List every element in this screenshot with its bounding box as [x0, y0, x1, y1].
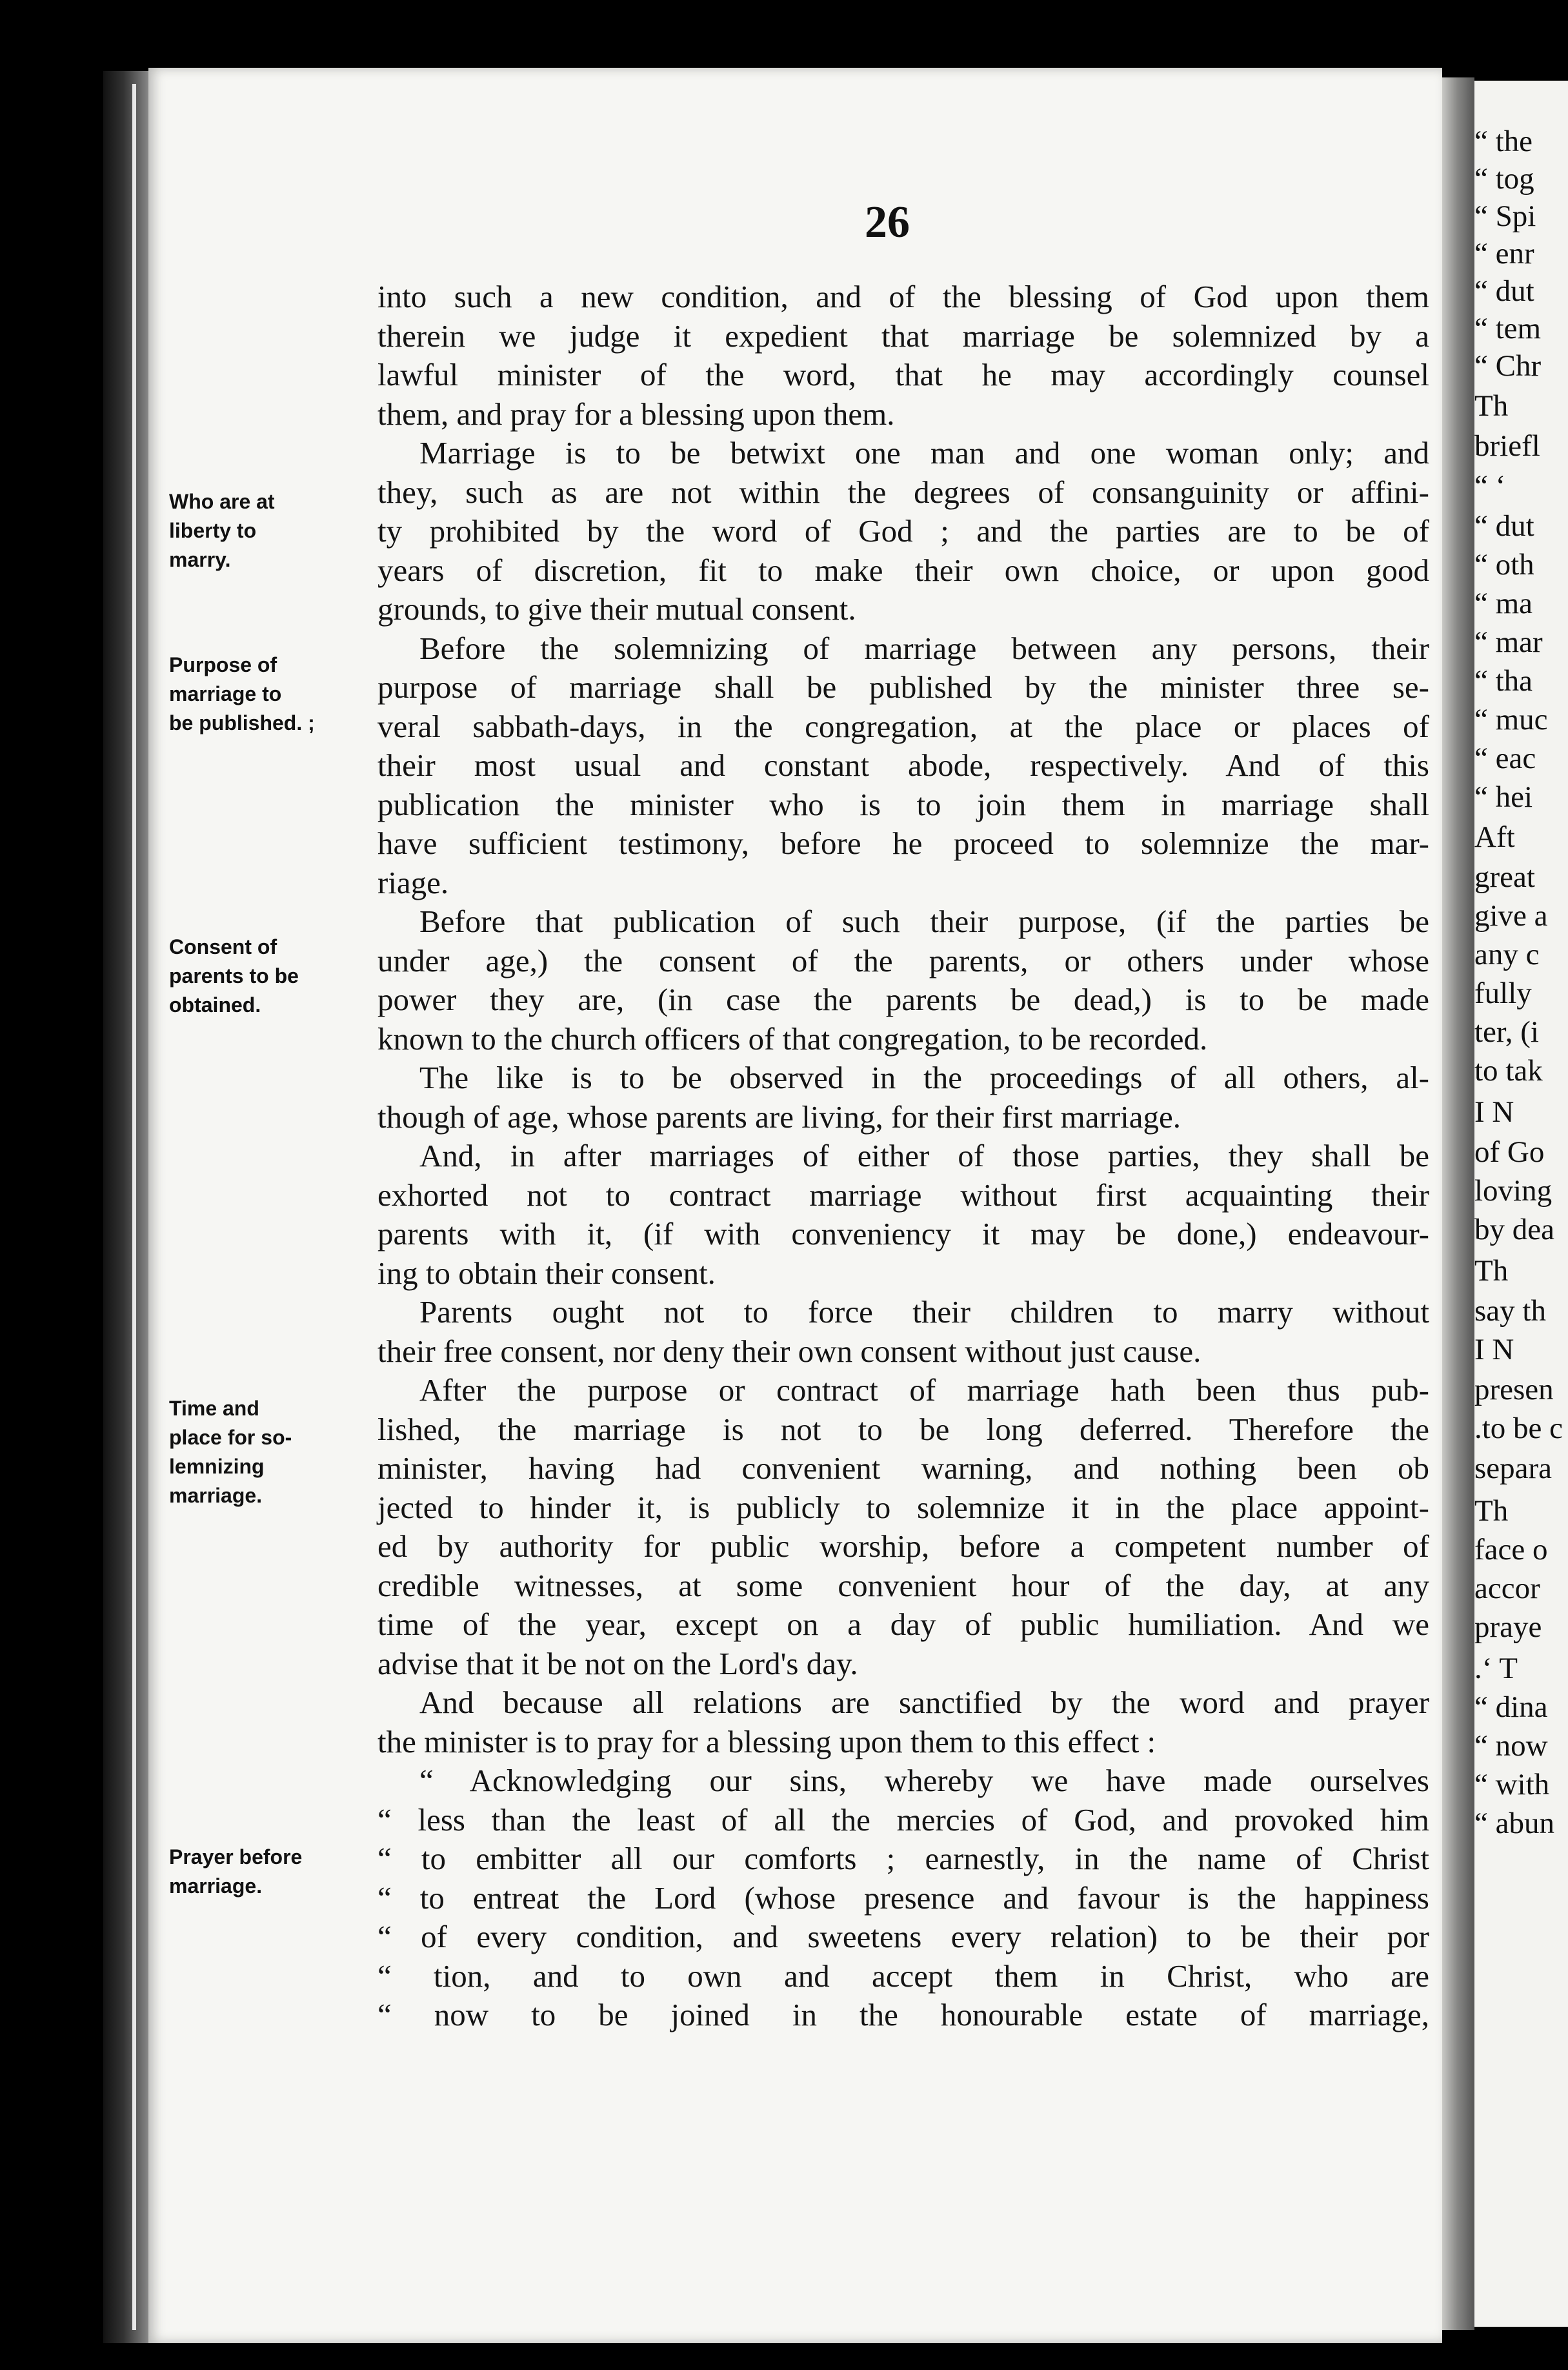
text-line: under age,) the consent of the parents, or others under whose	[377, 942, 1429, 978]
text-line: Parents ought not to force their children to marry without	[419, 1294, 1429, 1330]
text-line: ing to obtain their consent.	[377, 1255, 716, 1291]
margin-note-prayer	[169, 1843, 363, 1901]
text-line: known to the church officers of that congregation, to be recorded.	[377, 1020, 1208, 1057]
margin-note-time-place	[169, 1394, 363, 1510]
text-line: And, in after marriages of either of those parties, they shall be	[419, 1138, 1429, 1173]
facing-text-line: .‘ T	[1474, 1652, 1518, 1685]
facing-text-line: “ dut	[1474, 509, 1534, 543]
facing-text-line: “ dut	[1474, 274, 1534, 308]
text-line: jected to hinder it, is publicly to solemnize it in the place appoint-	[377, 1489, 1429, 1525]
facing-text-line: “ ma	[1474, 587, 1533, 620]
facing-text-line: “ muc	[1474, 703, 1548, 736]
facing-text-line: “ the	[1474, 125, 1533, 158]
margin-note-line: obtained.	[169, 993, 261, 1017]
text-line: Before the solemnizing of marriage between any persons, their	[419, 630, 1429, 666]
facing-text-line: “ Chr	[1474, 349, 1542, 383]
text-line: “ now to be joined in the honourable estate of marriage,	[377, 1997, 1429, 2032]
facing-text-line: Aft	[1474, 820, 1515, 854]
facing-text-line: presen	[1474, 1373, 1554, 1406]
facing-text-line: “ abun	[1474, 1807, 1554, 1840]
margin-note-line: place for so-	[169, 1426, 292, 1449]
facing-text-line: “ oth	[1474, 548, 1534, 582]
facing-text-line: fully	[1474, 977, 1532, 1010]
text-line: therein we judge it expedient that marriage be solemnized by a	[377, 318, 1429, 354]
text-line: “ Acknowledging our sins, whereby we have made ourselves	[419, 1763, 1429, 1798]
margin-note-line: Time and	[169, 1397, 259, 1420]
text-line: their free consent, nor deny their own consent without just cause.	[377, 1333, 1201, 1369]
facing-text-line: praye	[1474, 1610, 1542, 1644]
text-line: advise that it be not on the Lord's day.	[377, 1645, 858, 1681]
text-line: grounds, to give their mutual consent.	[377, 591, 856, 627]
facing-text-line: “ hei	[1474, 780, 1533, 814]
text-line: “ to embitter all our comforts ; earnestly, in the name of Christ	[377, 1841, 1429, 1876]
margin-note-line: marriage.	[169, 1484, 263, 1507]
facing-text-line: accor	[1474, 1572, 1540, 1605]
text-line: purpose of marriage shall be published by the minister three se-	[377, 669, 1429, 705]
facing-text-line: “ with	[1474, 1768, 1550, 1801]
body-text	[377, 278, 1429, 2035]
facing-text-line: ter, (i	[1474, 1015, 1539, 1049]
text-line: their most usual and constant abode, respectively. And of this	[377, 747, 1429, 783]
binding-edge	[132, 84, 136, 2330]
facing-text-line: any c	[1474, 938, 1540, 971]
facing-text-line: Th	[1474, 1494, 1509, 1528]
facing-text-line: Th	[1474, 389, 1509, 423]
text-line: the minister is to pray for a blessing upon them to this effect :	[377, 1723, 1156, 1759]
facing-text-line: give a	[1474, 899, 1548, 933]
text-line: Before that publication of such their purpose, (if the parties be	[419, 904, 1429, 939]
facing-text-line: great	[1474, 860, 1535, 894]
text-line: lished, the marriage is not to be long deferred. Therefore the	[377, 1411, 1429, 1447]
text-line: publication the minister who is to join them in marriage shall	[377, 786, 1429, 822]
text-line: After the purpose or contract of marriage hath been thus pub-	[419, 1372, 1429, 1408]
facing-text-line: briefl	[1474, 429, 1540, 463]
text-line: lawful minister of the word, that he may accordingly counsel	[377, 357, 1429, 392]
text-line: exhorted not to contract marriage without first acquainting their	[377, 1177, 1429, 1213]
page-number: 26	[865, 198, 910, 247]
text-line: into such a new condition, and of the blessing of God upon them	[377, 279, 1429, 314]
text-line: “ of every condition, and sweetens every relation) to be their por	[377, 1919, 1429, 1954]
facing-text-line: I N	[1474, 1095, 1514, 1129]
text-line: ed by authority for public worship, before a competent number of	[377, 1528, 1429, 1564]
facing-text-line: “ tha	[1474, 664, 1533, 698]
facing-text-line: “ tog	[1474, 162, 1534, 196]
text-line: time of the year, except on a day of public humiliation. And we	[377, 1606, 1429, 1642]
facing-text-line: “ eac	[1474, 742, 1536, 775]
facing-text-line: by dea	[1474, 1213, 1554, 1246]
margin-note-liberty	[169, 487, 363, 574]
margin-note-line: marriage.	[169, 1874, 263, 1898]
margin-note-line: marry.	[169, 548, 231, 571]
page-gutter	[1442, 77, 1474, 2330]
margin-note-line: Consent of	[169, 935, 277, 958]
text-line: have sufficient testimony, before he proceed to solemnize the mar-	[377, 825, 1429, 861]
facing-text-line: I N	[1474, 1333, 1514, 1366]
facing-text-line: “ ‘	[1474, 469, 1506, 503]
text-line: The like is to be observed in the proceedings of all others, al-	[419, 1060, 1429, 1095]
text-line: “ tion, and to own and accept them in Christ, who are	[377, 1958, 1429, 1994]
margin-note-line: parents to be	[169, 964, 299, 988]
text-line: riage.	[377, 864, 449, 900]
text-line: though of age, whose parents are living, for their first marriage.	[377, 1099, 1181, 1135]
margin-note-line: Purpose of	[169, 653, 277, 676]
text-line: power they are, (in case the parents be dead,) is to be made	[377, 982, 1429, 1017]
margin-note-consent	[169, 933, 363, 1020]
facing-text-line: “ enr	[1474, 237, 1534, 270]
margin-note-line: lemnizing	[169, 1455, 265, 1478]
text-line: credible witnesses, at some convenient hour of the day, at any	[377, 1567, 1429, 1603]
margin-note-line: liberty to	[169, 519, 257, 542]
facing-text-line: “ mar	[1474, 625, 1543, 659]
text-line: veral sabbath-days, in the congregation, at the place or places of	[377, 708, 1429, 744]
margin-note-line: Who are at	[169, 490, 275, 513]
text-line: years of discretion, fit to make their own choice, or upon good	[377, 552, 1429, 588]
margin-note-publication	[169, 651, 363, 738]
text-line: ty prohibited by the word of God ; and the parties are to be of	[377, 513, 1429, 549]
facing-text-line: “ now	[1474, 1729, 1548, 1763]
facing-text-line: .to be c	[1474, 1412, 1563, 1445]
facing-text-line: “ Spi	[1474, 199, 1536, 233]
facing-text-line: “ tem	[1474, 312, 1542, 345]
margin-note-line: Prayer before	[169, 1845, 303, 1869]
text-line: them, and pray for a blessing upon them.	[377, 396, 895, 432]
facing-text-line: loving	[1474, 1174, 1553, 1208]
text-line: Marriage is to be betwixt one man and one woman only; and	[419, 435, 1429, 471]
facing-text-line: “ dina	[1474, 1690, 1548, 1724]
text-line: minister, having had convenient warning, and nothing been ob	[377, 1450, 1429, 1486]
margin-note-line: marriage to	[169, 682, 282, 705]
facing-page	[1474, 81, 1568, 2327]
text-line: parents with it, (if with conveniency it may be done,) endeavour-	[377, 1216, 1429, 1251]
text-line: “ to entreat the Lord (whose presence and favour is the happiness	[377, 1879, 1429, 1916]
text-line: they, such as are not within the degrees of consanguinity or affini-	[377, 474, 1429, 510]
facing-text-line: to tak	[1474, 1054, 1543, 1088]
facing-text-line: separa	[1474, 1452, 1553, 1485]
facing-text-line: say th	[1474, 1294, 1546, 1328]
facing-text-line: of Go	[1474, 1135, 1545, 1169]
text-line: And because all relations are sanctified by the word and prayer	[419, 1685, 1429, 1720]
text-line: “ less than the least of all the mercies of God, and provoked him	[377, 1801, 1429, 1838]
facing-text-line: Th	[1474, 1254, 1509, 1288]
margin-note-line: be published. ;	[169, 711, 315, 734]
facing-text-line: face o	[1474, 1533, 1548, 1566]
